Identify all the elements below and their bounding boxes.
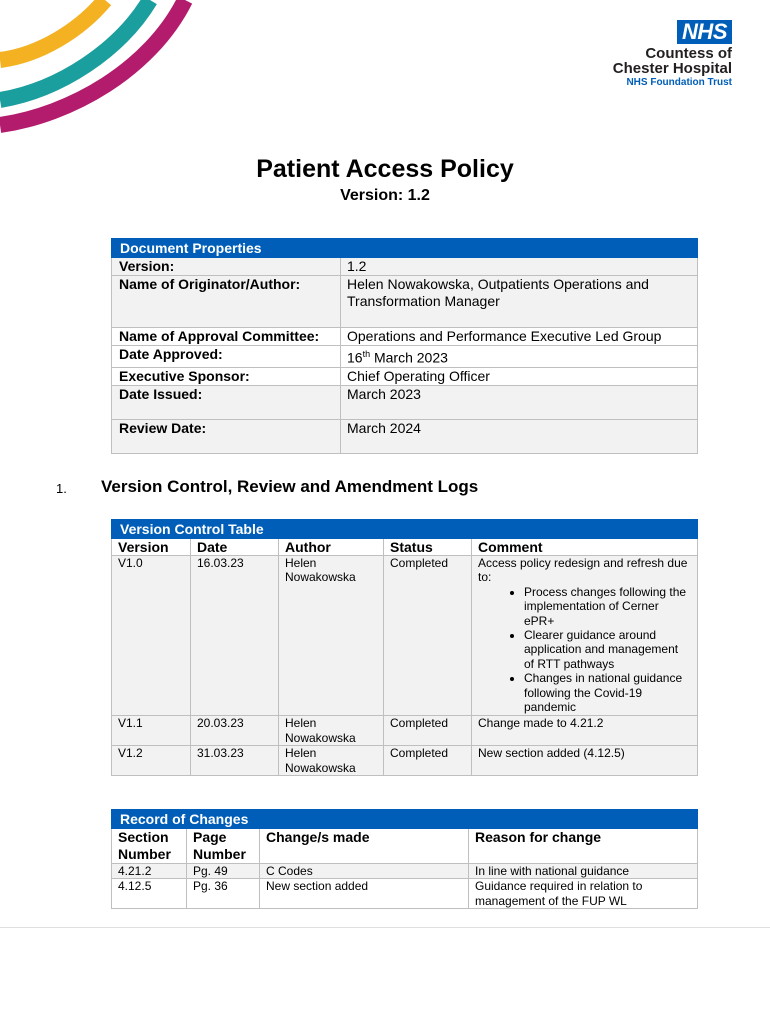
property-value: Operations and Performance Executive Led Group xyxy=(341,328,698,346)
list-item: • Clearer guidance around application and management of RTT pathways xyxy=(524,628,691,671)
property-value: Chief Operating Officer xyxy=(341,367,698,385)
page-cell: Pg. 36 xyxy=(187,879,260,909)
change-cell: New section added xyxy=(260,879,469,909)
property-value: Helen Nowakowska, Outpatients Operations and Transformation Manager xyxy=(341,276,698,328)
author-cell: Helen Nowakowska xyxy=(279,556,384,716)
version-cell: V1.0 xyxy=(112,556,191,716)
date-cell: 31.03.23 xyxy=(191,746,279,776)
column-header: Page Number xyxy=(187,829,260,864)
property-label: Name of Originator/Author: xyxy=(112,276,341,328)
property-label: Review Date: xyxy=(112,419,341,453)
property-value: 16th March 2023 xyxy=(341,346,698,368)
status-cell: Completed xyxy=(384,746,472,776)
property-value: March 2023 xyxy=(341,385,698,419)
table-row xyxy=(112,556,698,716)
date-cell: 20.03.23 xyxy=(191,716,279,746)
page-title: Patient Access Policy xyxy=(256,155,514,183)
date-cell: 16.03.23 xyxy=(191,556,279,716)
org-name-line2: Chester Hospital xyxy=(612,60,732,77)
column-header: Status xyxy=(384,539,472,556)
reason-cell: Guidance required in relation to management of the FUP WL xyxy=(469,879,698,909)
column-header: Comment xyxy=(472,539,698,556)
table-row xyxy=(112,746,698,776)
column-header: Author xyxy=(279,539,384,556)
comment-cell: Change made to 4.21.2 xyxy=(472,716,698,746)
version-cell: V1.1 xyxy=(112,716,191,746)
property-label: Version: xyxy=(112,258,341,276)
comment-cell xyxy=(472,556,698,716)
list-item: • Process changes following the implementation of Cerner ePR+ xyxy=(524,585,691,628)
table-header: Version Control Table xyxy=(112,520,698,539)
version-subtitle: Version: 1.2 xyxy=(340,187,430,204)
nhs-wordmark: NHS xyxy=(677,20,732,44)
property-label: Name of Approval Committee: xyxy=(112,328,341,346)
table-row xyxy=(112,879,698,909)
list-item: • Changes in national guidance following the Covid-19 pandemic xyxy=(524,671,691,714)
org-name-line1: Countess of xyxy=(645,45,732,62)
page-cell: Pg. 49 xyxy=(187,864,260,879)
record-of-changes-table xyxy=(111,809,698,909)
version-cell: V1.2 xyxy=(112,746,191,776)
nhs-logo xyxy=(613,20,732,88)
decorative-swoosh xyxy=(0,0,200,140)
comment-bullet-list xyxy=(478,585,691,715)
column-header: Reason for change xyxy=(469,829,698,864)
trust-name: NHS Foundation Trust xyxy=(626,77,732,88)
property-label: Executive Sponsor: xyxy=(112,367,341,385)
property-label: Date Approved: xyxy=(112,346,341,368)
change-cell: C Codes xyxy=(260,864,469,879)
author-cell: Helen Nowakowska xyxy=(279,716,384,746)
table-header: Record of Changes xyxy=(112,810,698,829)
section-heading: Version Control, Review and Amendment Logs xyxy=(101,477,479,496)
column-header: Section Number xyxy=(112,829,187,864)
author-cell: Helen Nowakowska xyxy=(279,746,384,776)
comment-text: Access policy redesign and refresh due to: xyxy=(478,556,688,585)
section-number: 1. xyxy=(56,481,67,496)
table-row xyxy=(112,716,698,746)
column-header: Version xyxy=(112,539,191,556)
property-label: Date Issued: xyxy=(112,385,341,419)
document-properties-table xyxy=(111,238,698,454)
status-cell: Completed xyxy=(384,716,472,746)
column-header: Date xyxy=(191,539,279,556)
comment-cell: New section added (4.12.5) xyxy=(472,746,698,776)
page-divider xyxy=(0,927,770,928)
section-cell: 4.21.2 xyxy=(112,864,187,879)
reason-cell: In line with national guidance xyxy=(469,864,698,879)
property-value: 1.2 xyxy=(341,258,698,276)
section-cell: 4.12.5 xyxy=(112,879,187,909)
version-control-table xyxy=(111,519,698,776)
table-header: Document Properties xyxy=(112,239,698,258)
status-cell: Completed xyxy=(384,556,472,716)
table-row xyxy=(112,864,698,879)
property-value: March 2024 xyxy=(341,419,698,453)
column-header: Change/s made xyxy=(260,829,469,864)
